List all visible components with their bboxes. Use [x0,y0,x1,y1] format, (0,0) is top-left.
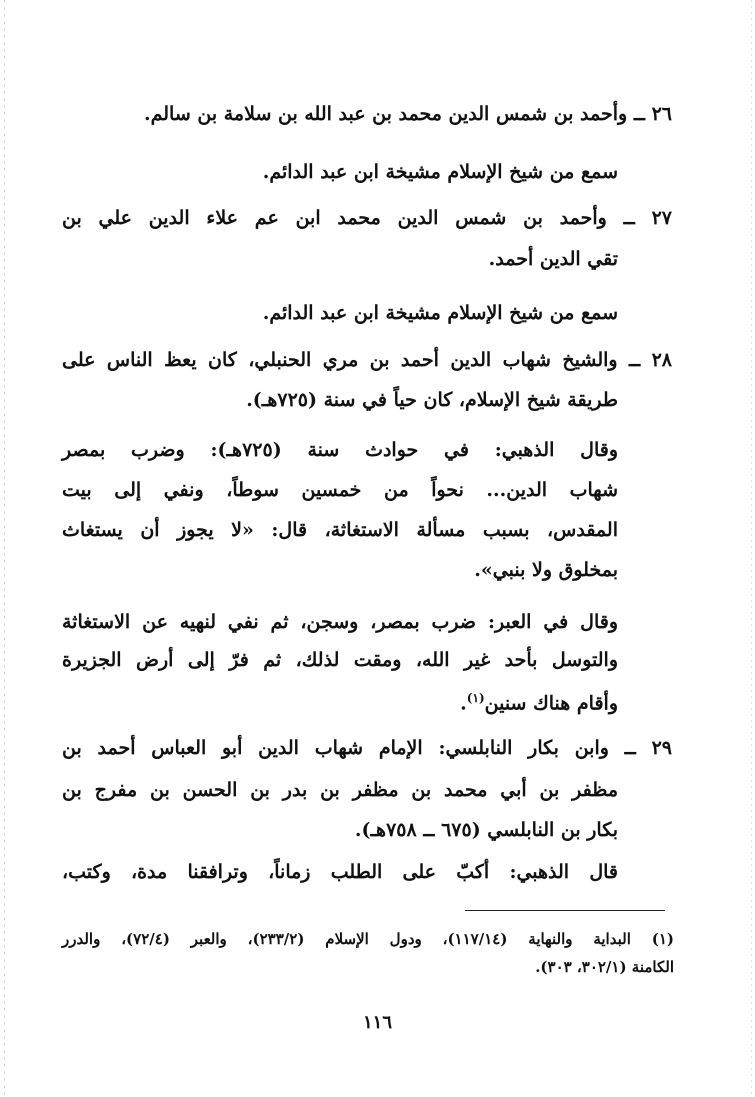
ibar-quote-end: . [460,692,467,715]
entry-26-note: سمع من شيخ الإسلام مشيخة ابن عبد الدائم. [262,161,618,183]
footnote-line-2: الكامنة (٣٠٢/١، ٣٠٣). [535,958,674,976]
dhahabi-quote-line-2: شهاب الدين... نحواً من خمسين سوطاً، ونفي إلى بيت [62,479,618,501]
entry-28-line-2: طريقة شيخ الإسلام، كان حياً في سنة (٧٢٥هـ). [246,389,618,411]
entry-27-note: سمع من شيخ الإسلام مشيخة ابن عبد الدائم. [262,302,618,324]
entry-26: ٢٦ ــ وأحمد بن شمس الدين محمد بن عبد الله بن سلامة بن سالم. [144,103,672,125]
footnote-line-1: (١) البداية والنهاية (١١٧/١٤)، ودول الإسلام (٢٣٣/٢)، والعبر (٧٢/٤)، والدرر [62,930,674,948]
footnote-divider [465,910,665,911]
entry-27-line-1: ٢٧ ــ وأحمد بن شمس الدين محمد ابن عم علاء الدين علي بن [62,207,672,229]
scan-edge-right [751,0,752,1097]
dhahabi-ibn-bakkar-line: قال الذهبي: أكبّ على الطلب زماناً، وترافقنا مدة، وكتب، [62,861,618,883]
entry-29-line-1: ٢٩ ــ وابن بكار النابلسي: الإمام شهاب الدين أبو العباس أحمد بن [62,737,672,759]
scan-edge-left [4,0,5,1097]
ibar-quote-line-2: والتوسل بأحد غير الله، ومقت لذلك، ثم فرّ إلى أرض الجزيرة [62,649,618,671]
dhahabi-quote-line-1: وقال الذهبي: في حوادث سنة (٧٢٥هـ): وضرب بمصر [62,439,618,461]
entry-28-line-1: ٢٨ ــ والشيخ شهاب الدين أحمد بن مري الحنبلي، كان يعظ الناس على [62,349,672,371]
footnote-reference: (١) [466,691,485,705]
dhahabi-quote-line-3: المقدس، بسبب مسألة الاستغاثة، قال: «لا يجوز أن يستغاث [62,519,618,541]
entry-27-line-2: تقي الدين أحمد. [488,248,618,270]
page-number: ١١٦ [362,1012,392,1033]
dhahabi-quote-line-4: بمخلوق ولا بنبي». [474,559,618,581]
ibar-quote-line-1: وقال في العبر: ضرب بمصر، وسجن، ثم نفي لنهيه عن الاستغاثة [62,611,618,633]
ibar-quote-line-3 [460,684,618,717]
entry-29-line-3: بكار بن النابلسي (٦٧٥ ــ ٧٥٨هـ). [354,819,618,841]
ibar-quote-text: وأقام هناك سنين [484,692,618,715]
entry-29-line-2: مظفر بن أبي محمد بن مظفر بن بدر بن الحسن بن مفرج بن [62,779,618,801]
